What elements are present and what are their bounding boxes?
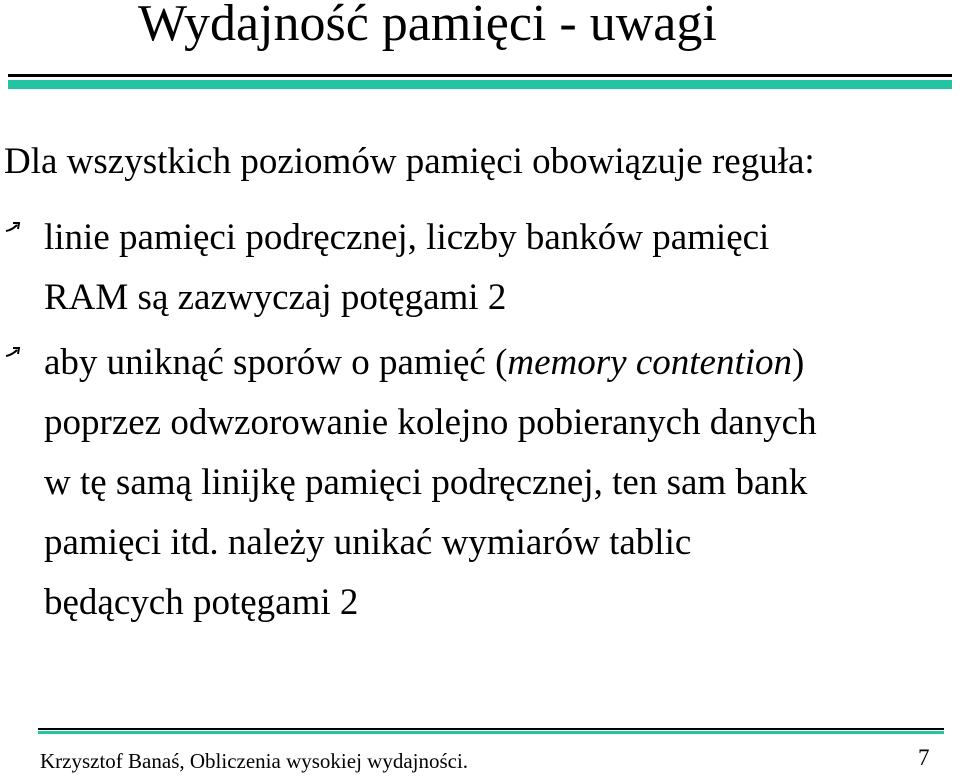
intro-text: Dla wszystkich poziomów pamięci obowiązuje reguła:: [4, 141, 815, 182]
bullet-2-prefix: aby uniknąć sporów o pamięć (: [44, 342, 508, 383]
arrow-right-icon: [4, 217, 24, 237]
title-underline: [8, 74, 952, 92]
bullet-2-line-2: poprzez odwzorowanie kolejno pobieranych danych: [44, 402, 817, 443]
title-rule-black: [8, 74, 952, 77]
page-number: 7: [918, 745, 930, 770]
footer-rule-accent: [38, 731, 944, 734]
bullet-2-text: [44, 333, 817, 633]
bullet-2-line-1: [44, 333, 817, 393]
bullet-1-line-2: RAM są zazwyczaj potęgami 2: [44, 277, 507, 318]
bullet-1-line-1: linie pamięci podręcznej, liczby banków pamięci: [44, 217, 770, 258]
arrow-right-icon: [4, 342, 24, 362]
bullet-2-line-3: w tę samą linijkę pamięci podręcznej, ten sam bank: [44, 462, 808, 503]
bullet-2-line-5: będących potęgami 2: [44, 582, 359, 623]
bullet-1-text: [44, 208, 769, 328]
bullet-2-suffix: ): [792, 342, 805, 383]
footer-author: Krzysztof Banaś, Obliczenia wysokiej wydajności.: [40, 749, 469, 773]
footer-rule-black: [38, 728, 944, 730]
footer-divider: [38, 728, 944, 734]
title-rule-accent: [8, 80, 952, 89]
bullet-2-line-4: pamięci itd. należy unikać wymiarów tablic: [44, 522, 692, 563]
slide-title: Wydajność pamięci - uwagi: [138, 0, 717, 52]
bullet-2-term: memory contention: [507, 342, 793, 383]
